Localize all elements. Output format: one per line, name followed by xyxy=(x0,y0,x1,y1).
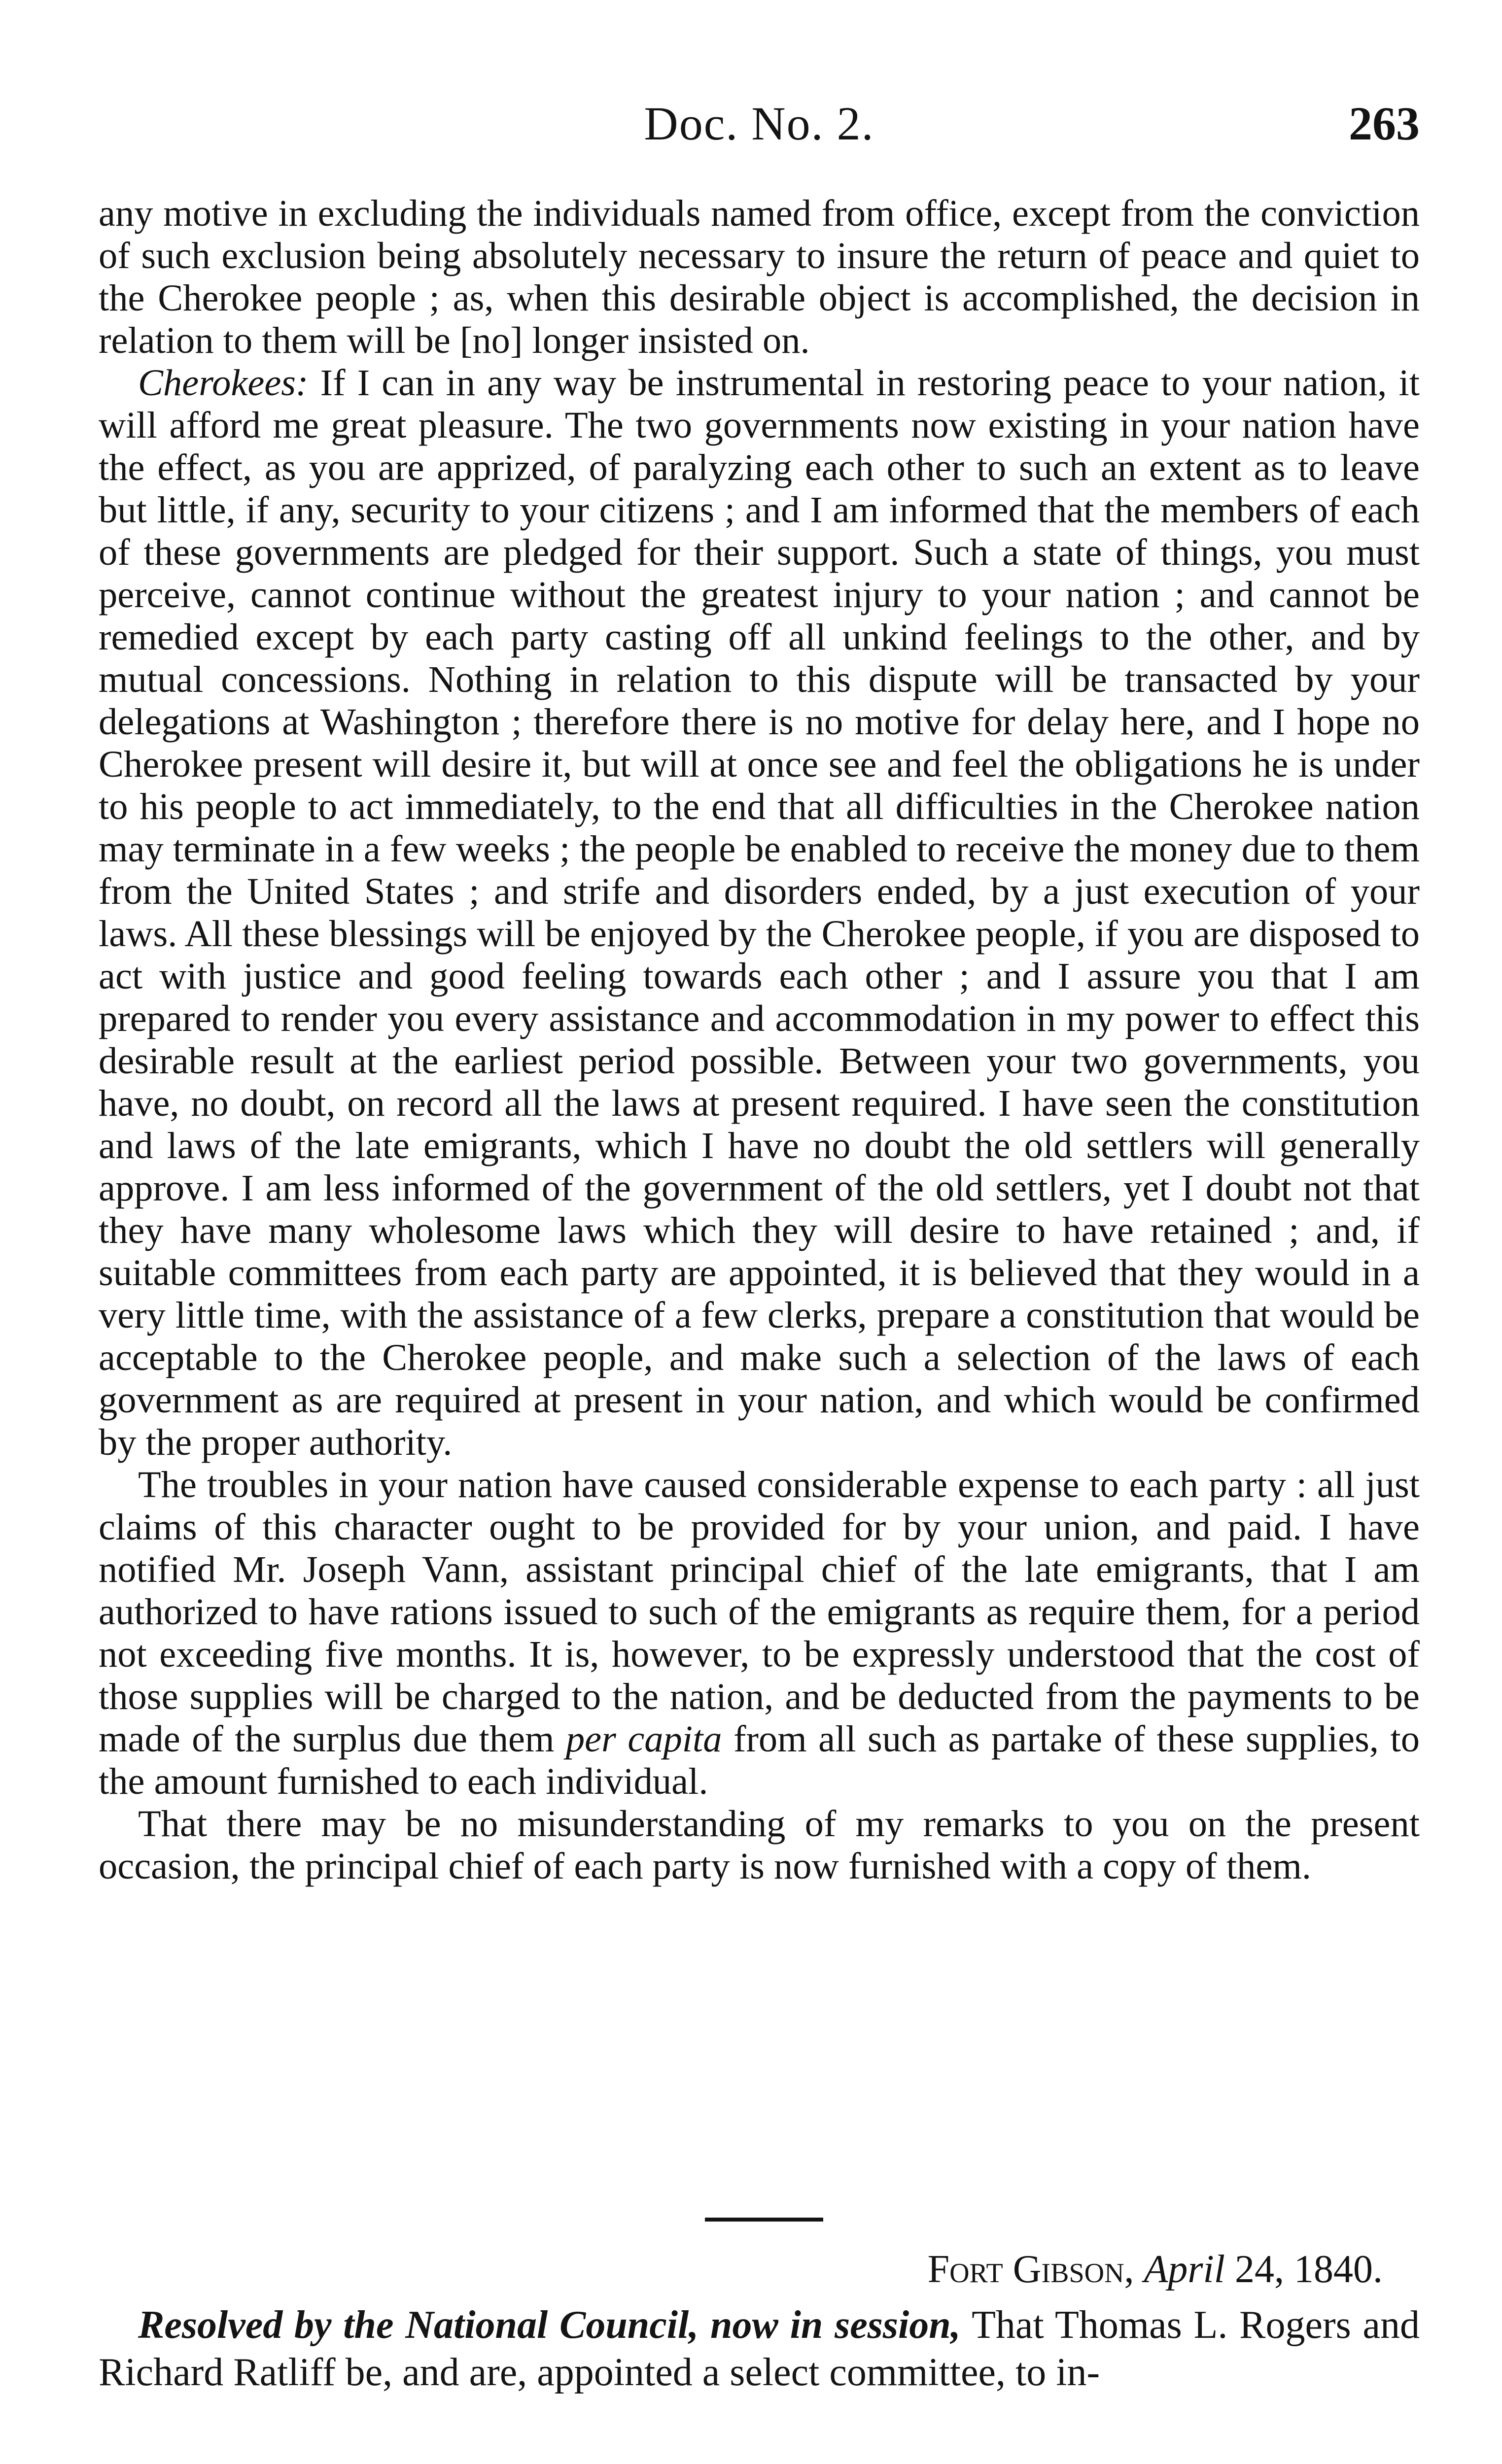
paragraph-text: from all such as partake of these supplies, to the amount furnished to each individual. xyxy=(99,1718,1420,1802)
paragraph-text: The troubles in your nation have caused considerable expense to each party : all just claims of this character ought to be provided for by your union, and paid. I have notified Mr. Joseph Vann, assistant principal chief of the late emigrants, that I am authorized to have rations issued to such of the emigrants as require them, for a period not exceeding five months. It is, however, to be expressly understood that the cost of those supplies will be charged to the nation, and be deducted from the payments to be made of the surplus due them xyxy=(99,1464,1420,1760)
dateline-day-year: 24, 1840. xyxy=(1225,2248,1383,2291)
running-head xyxy=(99,96,1420,165)
paragraph-continuation xyxy=(99,192,1420,362)
paragraph-troubles xyxy=(99,1464,1420,1803)
resolution-lead: Resolved by the National Council, xyxy=(138,2303,699,2347)
resolution-paragraph xyxy=(99,2301,1420,2396)
section-divider xyxy=(705,2218,823,2222)
paragraph-text: That there may be no misunderstanding of my remarks to you on the present occasion, the principal chief of each party is now furnished with a copy of them. xyxy=(99,1803,1420,1887)
resolution-session: now in session, xyxy=(710,2303,961,2347)
body-text xyxy=(99,192,1420,1887)
dateline xyxy=(99,2247,1383,2292)
dateline-place: Fort Gibson, xyxy=(927,2248,1134,2291)
paragraph-cherokees xyxy=(99,362,1420,1464)
paragraph-closing xyxy=(99,1803,1420,1887)
italic-phrase: per capita xyxy=(565,1718,722,1760)
resolution-text: That Thomas L. Rogers and Richard Ratliff be, and are, appointed a select committee, to in- xyxy=(99,2303,1420,2394)
paragraph-text: any motive in excluding the individuals named from office, except from the conviction of such exclusion being absolutely necessary to insure the return of peace and quiet to the Cherokee people ; as, when this desirable object is accomplished, the decision in relation to them will be [no] longer insisted on. xyxy=(99,192,1420,361)
dateline-month: April xyxy=(1144,2248,1225,2291)
address-lead: Cherokees: xyxy=(138,362,309,404)
paragraph-text: If I can in any way be instrumental in restoring peace to your nation, it will afford me great pleasure. The two governments now existing in your nation have the effect, as you are apprized, of paralyzing each other to such an extent as to leave but little, if any, security to your citizens ; and I am informed that the members of each of these governments are pledged for their support. Such a state of things, you must perceive, cannot continue without the greatest injury to your nation ; and cannot be remedied except by each party casting off all unkind feelings to the other, and by mutual concessions. Nothing in relation to this dispute will be transacted by your delegations at Washington ; therefore there is no motive for delay here, and I hope no Cherokee present will desire it, but will at once see and feel the obligations he is under to his people to act immediately, to the end that all difficulties in the Cherokee nation may terminate in a few weeks ; the people be enabled to receive the money due to them from the United States ; and strife and disorders ended, by a just execution of your laws. All these blessings will be enjoyed by the Cherokee people, if you are disposed to act with justice and good feeling towards each other ; and I assure you that I am prepared to render you every assistance and accommodation in my power to effect this desirable result at the earliest period possible. Between your two governments, you have, no doubt, on record all the laws at present required. I have seen the constitution and laws of the late emigrants, which I have no doubt the old settlers will generally approve. I am less informed of the government of the old settlers, yet I doubt not that they have many wholesome laws which they will desire to have retained ; and, if suitable committees from each party are appointed, it is believed that they would in a very little time, with the assistance of a few clerks, prepare a constitution that would be acceptable to the Cherokee people, and make such a selection of the laws of each government as are required at present in your nation, and which would be confirmed by the proper authority. xyxy=(99,362,1420,1463)
page-number: 263 xyxy=(1349,97,1420,150)
document-title: Doc. No. 2. xyxy=(644,97,874,150)
